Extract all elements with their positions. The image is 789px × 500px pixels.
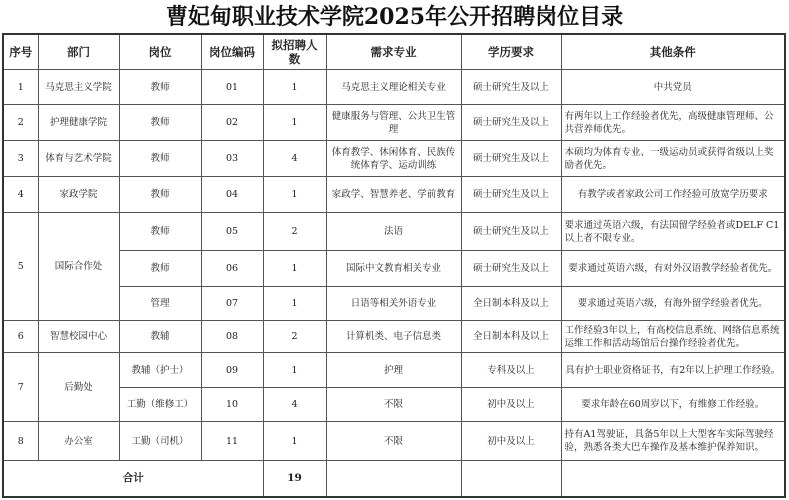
total-row bbox=[3, 461, 785, 498]
position-cell: 教师 bbox=[119, 213, 201, 251]
headcount-cell: 2 bbox=[263, 213, 326, 251]
table-row bbox=[3, 321, 785, 353]
major-cell: 护理 bbox=[326, 353, 461, 388]
position-code-cell: 04 bbox=[201, 177, 263, 213]
table-row bbox=[3, 70, 785, 105]
department-cell: 智慧校园中心 bbox=[38, 321, 119, 353]
headcount-cell: 1 bbox=[263, 177, 326, 213]
department-cell: 后勤处 bbox=[38, 353, 119, 422]
education-cell: 全日制本科及以上 bbox=[461, 321, 561, 353]
major-cell: 国际中文教育相关专业 bbox=[326, 251, 461, 287]
headcount-cell: 1 bbox=[263, 422, 326, 461]
major-cell: 马克思主义理论相关专业 bbox=[326, 70, 461, 105]
major-cell: 健康服务与管理、公共卫生管理 bbox=[326, 105, 461, 141]
header-cell: 序号 bbox=[3, 34, 38, 70]
total-num: 19 bbox=[263, 461, 326, 498]
department-cell: 护理健康学院 bbox=[38, 105, 119, 141]
position-code-cell: 02 bbox=[201, 105, 263, 141]
department-cell: 家政学院 bbox=[38, 177, 119, 213]
headcount-cell: 2 bbox=[263, 321, 326, 353]
position-cell: 教辅（护士） bbox=[119, 353, 201, 388]
department-cell: 办公室 bbox=[38, 422, 119, 461]
major-cell: 不限 bbox=[326, 422, 461, 461]
position-cell: 教师 bbox=[119, 251, 201, 287]
major-cell: 日语等相关外语专业 bbox=[326, 287, 461, 321]
headcount-cell: 1 bbox=[263, 287, 326, 321]
position-cell: 工勤（维修工） bbox=[119, 388, 201, 422]
other-conditions-cell: 有教学或者家政公司工作经验可放宽学历要求 bbox=[561, 177, 785, 213]
position-cell: 教师 bbox=[119, 141, 201, 177]
other-conditions-cell: 要求通过英语六级，有法国留学经验者或DELF C1以上者不限专业。 bbox=[561, 213, 785, 251]
position-code-cell: 10 bbox=[201, 388, 263, 422]
row-number: 2 bbox=[3, 105, 38, 141]
education-cell: 专科及以上 bbox=[461, 353, 561, 388]
position-cell: 教辅 bbox=[119, 321, 201, 353]
department-cell: 国际合作处 bbox=[38, 213, 119, 321]
table-row bbox=[3, 105, 785, 141]
positions-table bbox=[2, 33, 786, 498]
other-conditions-cell: 持有A1驾驶证，具备5年以上大型客车实际驾驶经验，熟悉各类大巴车操作及基本维护保养知识。 bbox=[561, 422, 785, 461]
header-cell: 学历要求 bbox=[461, 34, 561, 70]
other-conditions-cell: 具有护士职业资格证书，有2年以上护理工作经验。 bbox=[561, 353, 785, 388]
position-code-cell: 01 bbox=[201, 70, 263, 105]
department-cell: 马克思主义学院 bbox=[38, 70, 119, 105]
row-number: 7 bbox=[3, 353, 38, 422]
other-conditions-cell: 本硕均为体育专业、一级运动员或获得省级以上奖励者优先。 bbox=[561, 141, 785, 177]
header-cell: 需求专业 bbox=[326, 34, 461, 70]
table-row bbox=[3, 287, 785, 321]
header-cell: 岗位 bbox=[119, 34, 201, 70]
position-code-cell: 03 bbox=[201, 141, 263, 177]
education-cell: 硕士研究生及以上 bbox=[461, 177, 561, 213]
education-cell: 硕士研究生及以上 bbox=[461, 141, 561, 177]
row-number: 5 bbox=[3, 213, 38, 321]
row-number: 1 bbox=[3, 70, 38, 105]
row-number: 6 bbox=[3, 321, 38, 353]
other-conditions-cell: 要求年龄在60周岁以下，有维修工作经验。 bbox=[561, 388, 785, 422]
header-cell: 拟招聘人数 bbox=[263, 34, 326, 70]
education-cell: 硕士研究生及以上 bbox=[461, 251, 561, 287]
row-number: 4 bbox=[3, 177, 38, 213]
education-cell: 硕士研究生及以上 bbox=[461, 213, 561, 251]
table-row bbox=[3, 177, 785, 213]
position-cell: 管理 bbox=[119, 287, 201, 321]
table-row bbox=[3, 353, 785, 388]
table-row bbox=[3, 141, 785, 177]
position-cell: 教师 bbox=[119, 105, 201, 141]
position-cell: 教师 bbox=[119, 177, 201, 213]
header-row bbox=[3, 34, 785, 70]
page-title: 曹妃甸职业技术学院2025年公开招聘岗位目录 bbox=[165, 4, 624, 30]
headcount-cell: 4 bbox=[263, 141, 326, 177]
position-code-cell: 06 bbox=[201, 251, 263, 287]
major-cell: 法语 bbox=[326, 213, 461, 251]
major-cell: 不限 bbox=[326, 388, 461, 422]
table-row bbox=[3, 213, 785, 251]
header-cell: 岗位编码 bbox=[201, 34, 263, 70]
table-row bbox=[3, 251, 785, 287]
other-conditions-cell: 中共党员 bbox=[561, 70, 785, 105]
education-cell: 硕士研究生及以上 bbox=[461, 70, 561, 105]
headcount-cell: 1 bbox=[263, 105, 326, 141]
education-cell: 全日制本科及以上 bbox=[461, 287, 561, 321]
row-number: 3 bbox=[3, 141, 38, 177]
total-label: 合计 bbox=[3, 461, 263, 498]
major-cell: 计算机类、电子信息类 bbox=[326, 321, 461, 353]
other-conditions-cell: 有两年以上工作经验者优先，高级健康管理师、公共营养师优先。 bbox=[561, 105, 785, 141]
headcount-cell: 1 bbox=[263, 353, 326, 388]
table-row bbox=[3, 422, 785, 461]
other-conditions-cell: 工作经验3年以上，有高校信息系统、网络信息系统运维工作和活动场馆后台操作经验者优先。 bbox=[561, 321, 785, 353]
header-cell: 部门 bbox=[38, 34, 119, 70]
header-cell: 其他条件 bbox=[561, 34, 785, 70]
major-cell: 家政学、智慧养老、学前教育 bbox=[326, 177, 461, 213]
headcount-cell: 1 bbox=[263, 70, 326, 105]
headcount-cell: 4 bbox=[263, 388, 326, 422]
headcount-cell: 1 bbox=[263, 251, 326, 287]
position-cell: 工勤（司机） bbox=[119, 422, 201, 461]
position-cell: 教师 bbox=[119, 70, 201, 105]
position-code-cell: 09 bbox=[201, 353, 263, 388]
major-cell: 体育教学、休闲体育、民族传统体育学、运动训练 bbox=[326, 141, 461, 177]
position-code-cell: 11 bbox=[201, 422, 263, 461]
row-number: 8 bbox=[3, 422, 38, 461]
table-row bbox=[3, 388, 785, 422]
position-code-cell: 05 bbox=[201, 213, 263, 251]
position-code-cell: 07 bbox=[201, 287, 263, 321]
education-cell: 初中及以上 bbox=[461, 422, 561, 461]
other-conditions-cell: 要求通过英语六级，有海外留学经验者优先。 bbox=[561, 287, 785, 321]
education-cell: 初中及以上 bbox=[461, 388, 561, 422]
other-conditions-cell: 要求通过英语六级，有对外汉语教学经验者优先。 bbox=[561, 251, 785, 287]
position-code-cell: 08 bbox=[201, 321, 263, 353]
education-cell: 硕士研究生及以上 bbox=[461, 105, 561, 141]
department-cell: 体育与艺术学院 bbox=[38, 141, 119, 177]
